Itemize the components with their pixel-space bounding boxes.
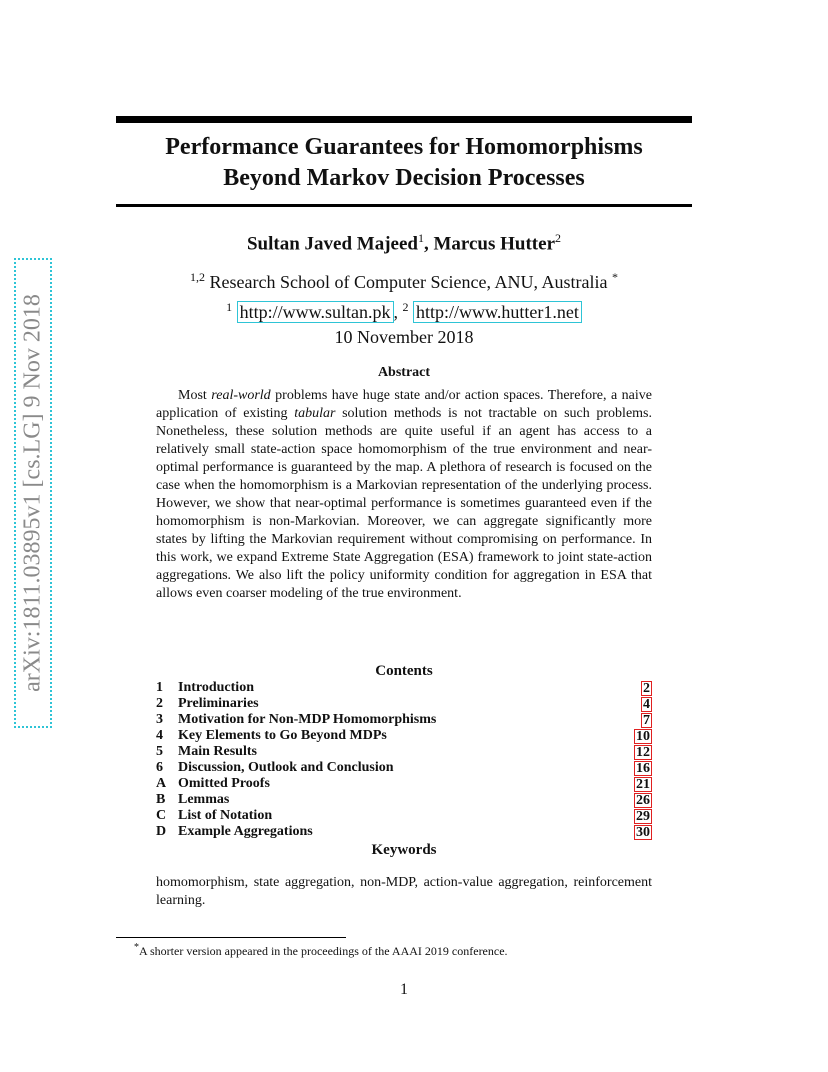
abstract-text-2: problems have huge state and/or action spaces. Therefore, a naive application of existing [156,388,652,421]
link-separator: , [393,302,403,322]
author-list [116,231,692,255]
author-2-sup: 2 [555,231,562,245]
toc-row-introduction[interactable] [156,680,652,696]
abstract-text-3: solution methods is not tractable on such problems. Nonetheless, these solution methods are quite useful if an agent has access to a relatively small state-action space homomorphism of the true environment and near-optimal performance is guaranteed by the map. A plethora of research is focused on the case when the homomorphism is a Markovian representation of the underlying process. However, we show that near-optimal performance is sometimes guaranteed even if the homomorphism is non-Markovian. Moreover, we can aggregate significantly more states by lifting the Markovian requirement without compromising on performance. In this work, we expand Extreme State Aggregation (ESA) framework to joint state-action aggregations. We also lift the policy uniformity condition for aggregation in ESA that allows even coarser modeling of the true environment. [156,406,652,601]
toc-section-number: D [156,824,167,839]
toc-page-link[interactable]: 16 [636,760,650,776]
arxiv-identifier[interactable]: arXiv:1811.03895v1 [cs.LG] 9 Nov 2018 [19,294,46,692]
toc-row-lemmas[interactable] [156,792,652,808]
toc-page-link[interactable]: 12 [636,744,650,760]
toc-section-number: C [156,808,167,823]
title-top-rule [116,116,692,123]
footnote-text: A shorter version appeared in the proceedings of the AAAI 2019 conference. [139,944,508,958]
title-bottom-rule [116,204,692,207]
toc-page-link[interactable]: 10 [636,728,650,744]
toc-page-link[interactable]: 29 [636,808,650,824]
arxiv-side-stamp [14,258,52,728]
toc-page-link[interactable]: 4 [643,696,650,712]
toc-section-number: 5 [156,744,163,759]
toc-row-list-of-notation[interactable] [156,808,652,824]
toc-section-title[interactable]: Main Results [178,744,257,759]
affiliation-text: Research School of Computer Science, ANU, Australia [205,272,612,292]
abstract-emphasis-1: real-world [211,388,271,403]
affiliation-sup: 1,2 [190,270,206,284]
toc-page-link[interactable]: 26 [636,792,650,808]
keywords-heading: Keywords [371,842,437,858]
abstract-emphasis-2: tabular [294,406,336,421]
author-2-name: Marcus Hutter [433,233,556,255]
author-1-sup: 1 [417,231,424,245]
toc-page-link[interactable]: 7 [643,712,650,728]
toc-section-title[interactable]: List of Notation [178,808,273,823]
author-1-name: Sultan Javed Majeed [246,233,418,255]
toc-section-title[interactable]: Omitted Proofs [178,776,270,791]
toc-section-title[interactable]: Preliminaries [178,696,259,711]
toc-section-title[interactable]: Key Elements to Go Beyond MDPs [178,728,387,743]
toc-section-number: 1 [156,680,163,695]
toc-row-main-results[interactable] [156,744,652,760]
affiliation-block [116,265,692,325]
toc-row-motivation[interactable] [156,712,652,728]
homepage-links [116,295,692,325]
toc-page-link[interactable]: 30 [636,824,650,840]
paper-date: 10 November 2018 [334,327,474,347]
toc-section-title[interactable]: Example Aggregations [178,824,313,839]
toc-row-key-elements[interactable] [156,728,652,744]
toc-section-number: 2 [156,696,163,711]
abstract-body [156,387,652,603]
toc-page-link[interactable]: 2 [643,680,650,696]
affiliation-star: * [611,270,618,284]
contents-heading: Contents [375,663,433,679]
abstract-text-1: Most [178,388,212,403]
toc-section-number: B [156,792,166,807]
table-of-contents [156,680,652,840]
toc-section-title[interactable]: Discussion, Outlook and Conclusion [178,760,394,775]
keywords-text: homomorphism, state aggregation, non-MDP, action-value aggregation, reinforcement learning. [156,875,652,908]
author-separator: , [423,233,434,255]
toc-section-number: 6 [156,760,163,775]
toc-row-omitted-proofs[interactable] [156,776,652,792]
title-line-1: Performance Guarantees for Homomorphisms [165,134,643,160]
toc-section-number: 3 [156,712,163,727]
toc-section-title[interactable]: Introduction [178,680,254,695]
toc-row-example-aggregations[interactable] [156,824,652,840]
link-1-sup: 1 [226,300,233,314]
toc-row-preliminaries[interactable] [156,696,652,712]
toc-page-link[interactable]: 21 [636,776,650,792]
footnote-marker: * [134,942,139,953]
toc-section-number: 4 [156,728,163,743]
page-number: 1 [400,981,408,998]
affiliation-line [116,265,692,295]
footnote-rule [116,937,346,938]
link-hutter-homepage[interactable]: http://www.hutter1.net [413,301,582,323]
link-2-sup: 2 [402,300,409,314]
footnote [134,942,508,959]
title-line-2: Beyond Markov Decision Processes [223,165,585,191]
toc-section-number: A [156,776,167,791]
paper-title [116,132,692,194]
toc-section-title[interactable]: Motivation for Non-MDP Homomorphisms [178,712,437,727]
toc-section-title[interactable]: Lemmas [178,792,230,807]
link-sultan-homepage[interactable]: http://www.sultan.pk [237,301,394,323]
toc-row-discussion[interactable] [156,760,652,776]
abstract-heading: Abstract [377,365,431,380]
